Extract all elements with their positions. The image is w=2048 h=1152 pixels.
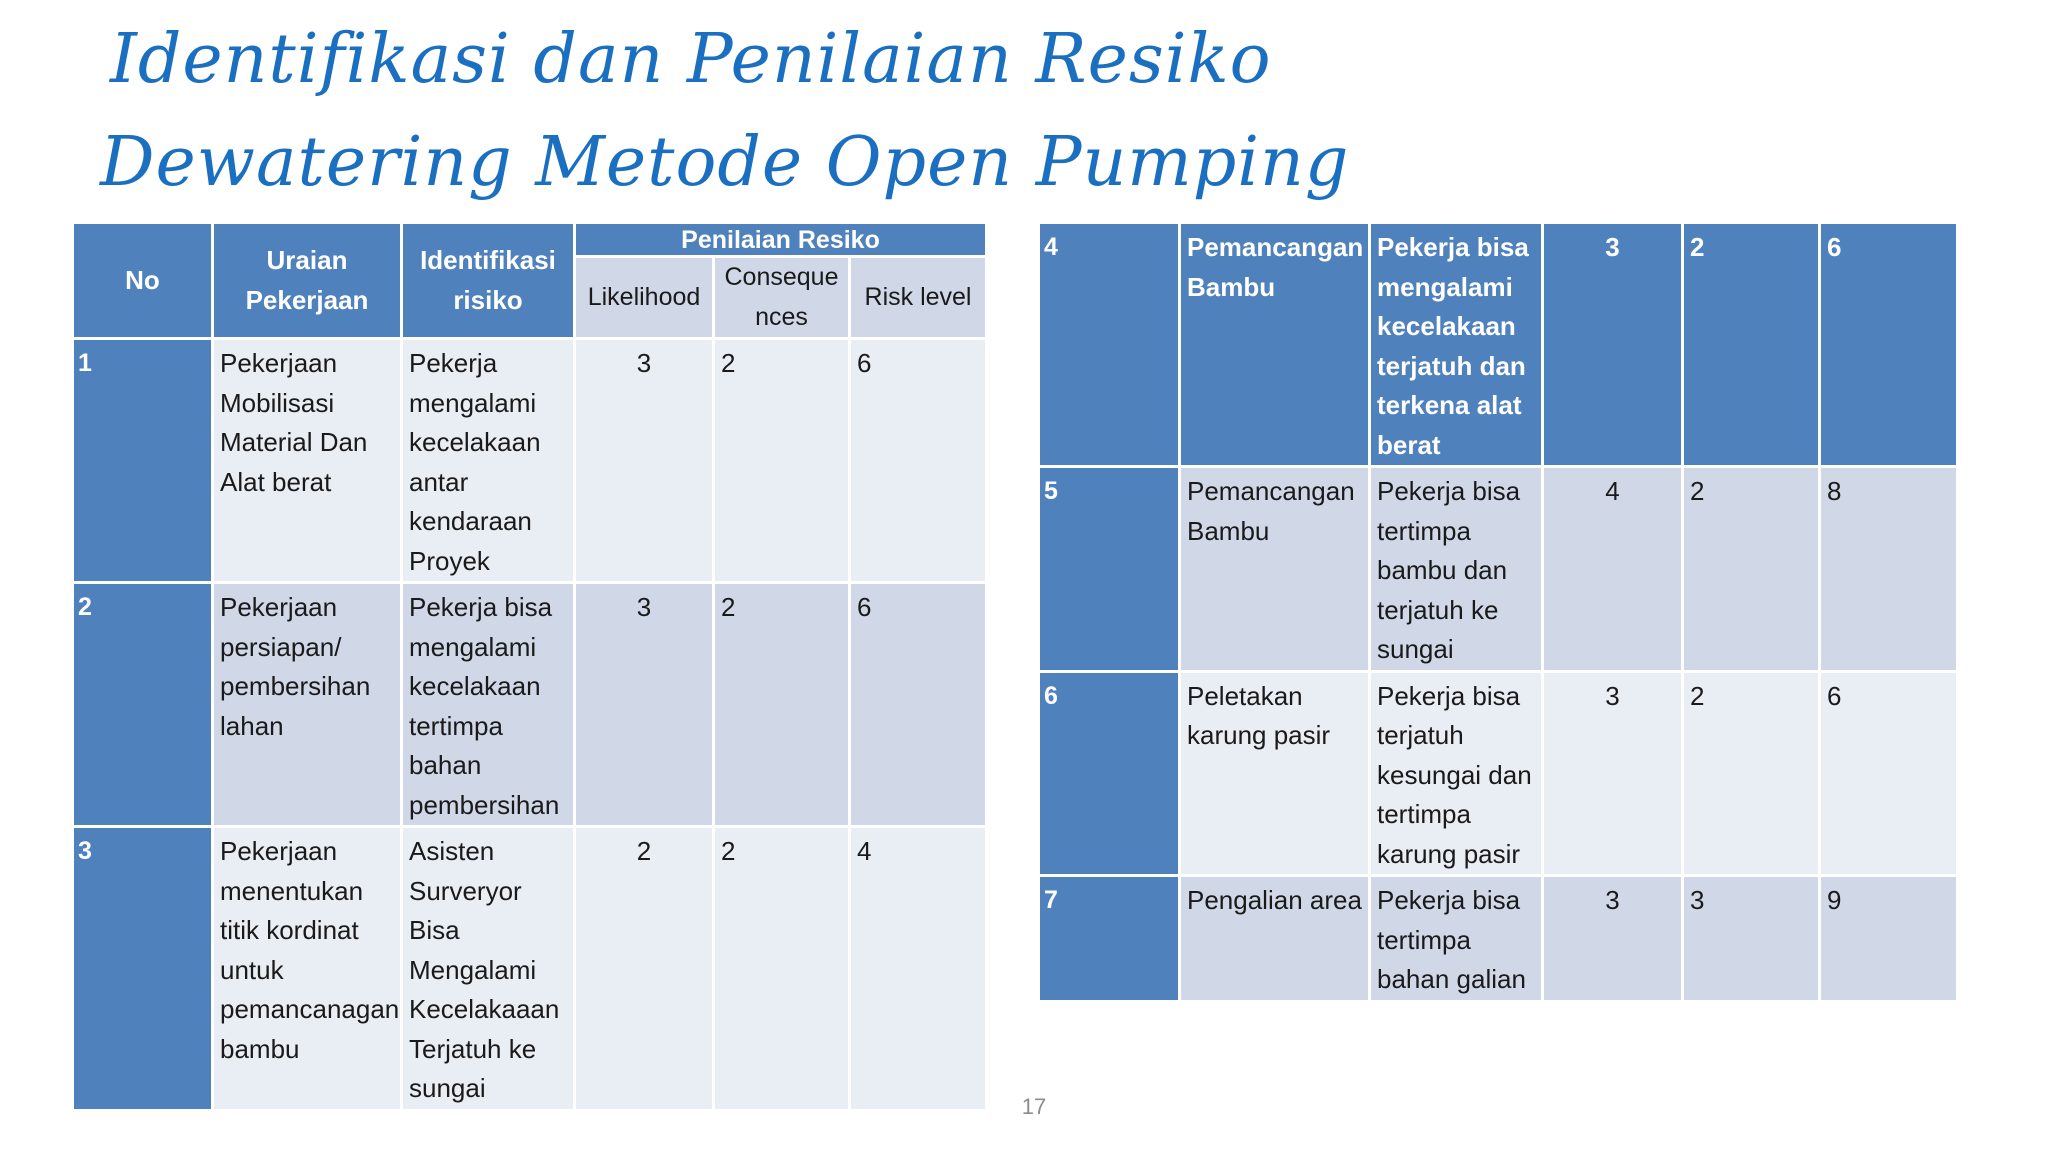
consequences-cell: 3 [1684, 877, 1821, 1003]
table-row [74, 340, 988, 584]
risk-table-left [74, 224, 988, 1112]
likelihood-cell: 2 [576, 828, 715, 1112]
likelihood-cell: 3 [1544, 673, 1684, 878]
likelihood-cell: 3 [1544, 224, 1684, 468]
risk-level-cell: 4 [851, 828, 988, 1112]
risk-level-cell: 6 [1821, 224, 1959, 468]
uraian-pekerjaan-cell: Pekerjaan persiapan/ pembersihan lahan [214, 584, 403, 828]
risk-level-cell: 6 [1821, 673, 1959, 878]
header-no: No [74, 224, 214, 340]
consequences-cell: 2 [1684, 224, 1821, 468]
identifikasi-risiko-cell: Pekerja mengalami kecelakaan antar kendaraan Proyek [403, 340, 576, 584]
risk-level-cell: 8 [1821, 468, 1959, 673]
header-risk-level: Risk level [851, 258, 988, 340]
row-number: 5 [1040, 468, 1181, 673]
uraian-pekerjaan-cell: Pekerjaan Mobilisasi Material Dan Alat berat [214, 340, 403, 584]
identifikasi-risiko-cell: Pekerja bisa mengalami kecelakaan tertimpa bahan pembersihan [403, 584, 576, 828]
consequences-cell: 2 [715, 584, 851, 828]
row-number: 3 [74, 828, 214, 1112]
risk-level-cell: 6 [851, 340, 988, 584]
risk-level-cell: 6 [851, 584, 988, 828]
header-penilaian-resiko: Penilaian Resiko [576, 224, 988, 258]
page-number: 17 [1021, 1094, 1047, 1119]
slide-title-line-2: Dewatering Metode Open Pumping [100, 123, 1350, 202]
likelihood-cell: 4 [1544, 468, 1684, 673]
table-row [1040, 224, 1959, 468]
identifikasi-risiko-cell: Pekerja bisa tertimpa bambu dan terjatuh ke sungai [1371, 468, 1544, 673]
header-likelihood: Likelihood [576, 258, 715, 340]
table-row [1040, 468, 1959, 673]
likelihood-cell: 3 [576, 584, 715, 828]
uraian-pekerjaan-cell: Pemancangan Bambu [1181, 224, 1371, 468]
row-number: 7 [1040, 877, 1181, 1003]
header-uraian-pekerjaan: Uraian Pekerjaan [214, 224, 403, 340]
table-row [74, 584, 988, 828]
uraian-pekerjaan-cell: Pemancangan Bambu [1181, 468, 1371, 673]
likelihood-cell: 3 [576, 340, 715, 584]
uraian-pekerjaan-cell: Pekerjaan menentukan titik kordinat untuk pemancanagan bambu [214, 828, 403, 1112]
header-identifikasi-risiko: Identifikasi risiko [403, 224, 576, 340]
identifikasi-risiko-cell: Pekerja bisa mengalami kecelakaan terjatuh dan terkena alat berat [1371, 224, 1544, 468]
slide-title-line-1: Identifikasi dan Penilaian Resiko [110, 20, 1272, 99]
identifikasi-risiko-cell: Pekerja bisa terjatuh kesungai dan tertimpa karung pasir [1371, 673, 1544, 878]
row-number: 4 [1040, 224, 1181, 468]
risk-level-cell: 9 [1821, 877, 1959, 1003]
table-row [74, 828, 988, 1112]
risk-table-right [1040, 224, 1959, 1003]
header-consequences: Conseque nces [715, 258, 851, 340]
consequences-cell: 2 [715, 828, 851, 1112]
uraian-pekerjaan-cell: Pengalian area [1181, 877, 1371, 1003]
consequences-cell: 2 [715, 340, 851, 584]
row-number: 2 [74, 584, 214, 828]
table-row [1040, 673, 1959, 878]
consequences-cell: 2 [1684, 673, 1821, 878]
table-row [1040, 877, 1959, 1003]
consequences-cell: 2 [1684, 468, 1821, 673]
likelihood-cell: 3 [1544, 877, 1684, 1003]
row-number: 1 [74, 340, 214, 584]
uraian-pekerjaan-cell: Peletakan karung pasir [1181, 673, 1371, 878]
identifikasi-risiko-cell: Asisten Surveryor Bisa Mengalami Kecelakaaan Terjatuh ke sungai [403, 828, 576, 1112]
row-number: 6 [1040, 673, 1181, 878]
identifikasi-risiko-cell: Pekerja bisa tertimpa bahan galian [1371, 877, 1544, 1003]
